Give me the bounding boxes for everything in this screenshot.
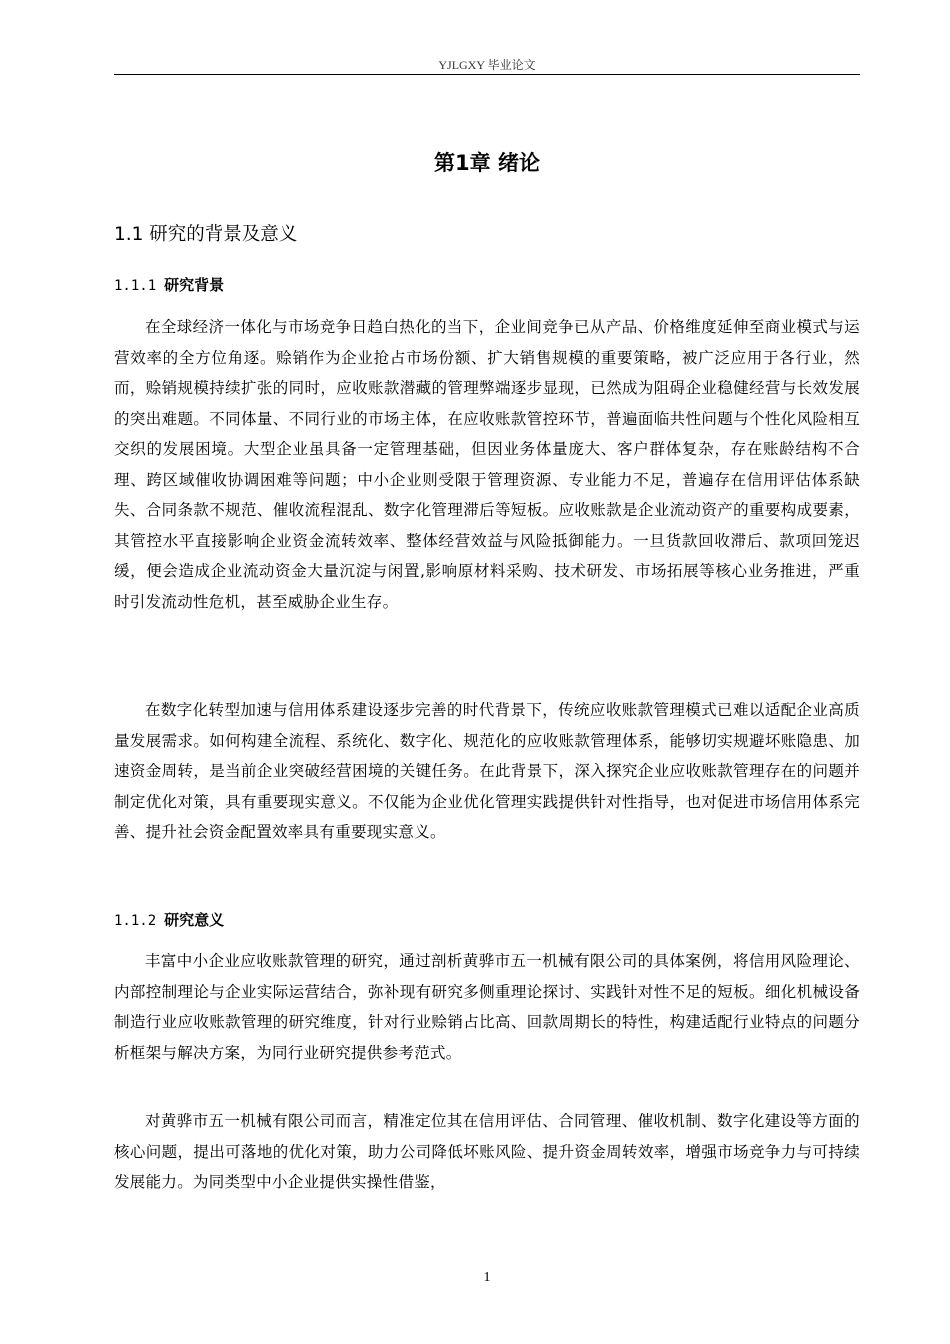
section-title: 1.1 研究的背景及意义 — [114, 224, 298, 245]
subsection-number: 1.1.2 — [114, 913, 157, 929]
body-paragraph: 丰富中小企业应收账款管理的研究，通过剖析黄骅市五一机械有限公司的具体案例，将信用风险理论、内部控制理论与企业实际运营结合，弥补现有研究多侧重理论探讨、实践针对性不足的短板。细化机械设备制造行业应收账款管理的研究维度，针对行业赊销占比高、回款周期长的特性，构建适配行业特点的问题分析框架与解决方案，为同行业研究提供参考范式。 — [114, 952, 860, 1062]
subsection-title: 研究意义 — [164, 911, 225, 929]
body-paragraph: 在全球经济一体化与市场竞争日趋白热化的当下，企业间竞争已从产品、价格维度延伸至商业模式与运营效率的全方位角逐。赊销作为企业抢占市场份额、扩大销售规模的重要策略，被广泛应用于各行业，然而，赊销规模持续扩张的同时，应收账款潜藏的管理弊端逐步显现，已然成为阻碍企业稳健经营与长效发展的突出难题。不同体量、不同行业的市场主体，在应收账款管控环节，普遍面临共性问题与个性化风险相互交织的发展困境。大型企业虽具备一定管理基础，但因业务体量庞大、客户群体复杂，存在账龄结构不合理、跨区域催收协调困难等问题；中小企业则受限于管理资源、专业能力不足，普遍存在信用评估体系缺失、合同条款不规范、催收流程混乱、数字化管理滞后等短板。应收账款是企业流动资产的重要构成要素，其管控水平直接影响企业资金流转效率、整体经营效益与风险抵御能力。一旦货款回收滞后、款项回笼迟缓，便会造成企业流动资金大量沉淀与闲置,影响原材料采购、技术研发、市场拓展等核心业务推进，严重时引发流动性危机，甚至威胁企业生存。 — [114, 318, 860, 611]
body-paragraph: 对黄骅市五一机械有限公司而言，精准定位其在信用评估、合同管理、催收机制、数字化建设等方面的核心问题，提出可落地的优化对策，助力公司降低坏账风险、提升资金周转效率，增强市场竞争力与可持续发展能力。为同类型中小企业提供实操性借鉴， — [114, 1112, 860, 1191]
body-paragraph: 在数字化转型加速与信用体系建设逐步完善的时代背景下，传统应收账款管理模式已难以适配企业高质量发展需求。如何构建全流程、系统化、数字化、规范化的应收账款管理体系，能够切实规避坏账隐患、加速资金周转，是当前企业突破经营困境的关键任务。在此背景下，深入探究企业应收账款管理存在的问题并制定优化对策，具有重要现实意义。不仅能为企业优化管理实践提供针对性指导，也对促进市场信用体系完善、提升社会资金配置效率具有重要现实意义。 — [114, 701, 860, 841]
subsection-heading-significance — [114, 908, 224, 933]
subsection-heading-background — [114, 273, 224, 298]
subsection-number: 1.1.1 — [114, 278, 157, 294]
page-number: 1 — [483, 1270, 491, 1285]
running-header: YJLGXY 毕业论文 — [114, 56, 860, 75]
chapter-title: 第1章 绪论 — [434, 151, 540, 175]
subsection-title: 研究背景 — [164, 276, 225, 294]
